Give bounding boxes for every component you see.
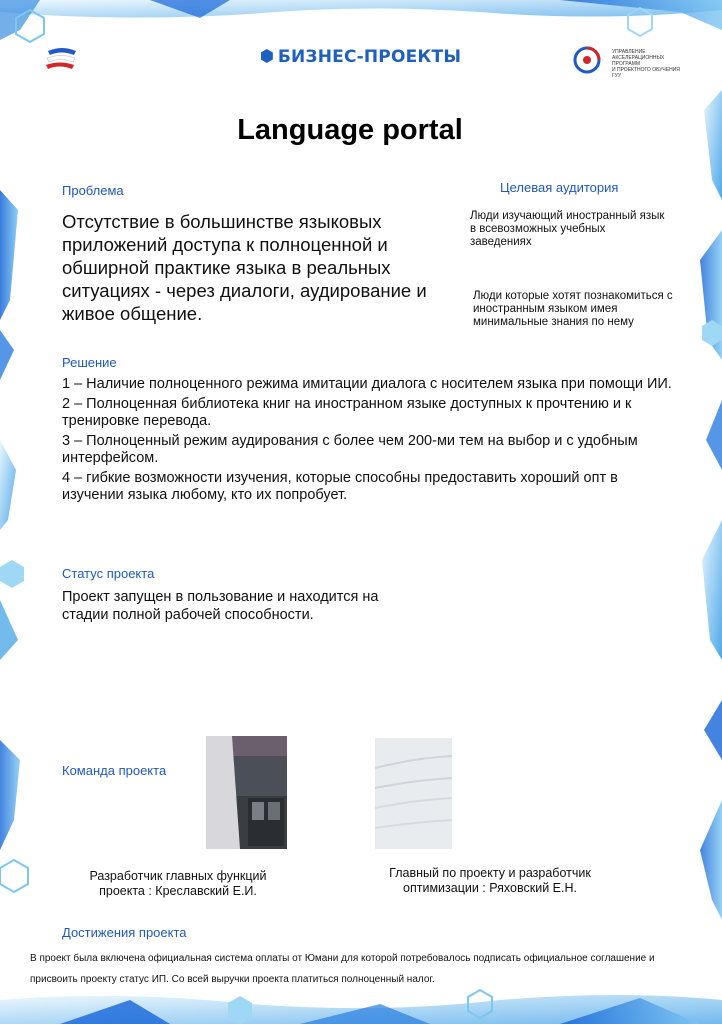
org-line: ГУУ (612, 73, 622, 79)
solution-item: 2 – Полноценная библиотека книг на иностранном языке доступных к прочтению и к тренировке перевода. (62, 395, 632, 429)
org-line: УПРАВЛЕНИЕ (612, 49, 646, 55)
org-name (612, 49, 692, 79)
achievements-heading: Достижения проекта (62, 925, 187, 940)
solution-item: 1 – Наличие полноценного режима имитации диалога с носителем языка при помощи ИИ. (62, 376, 672, 392)
brand-name: БИЗНЕС-ПРОЕКТЫ (277, 47, 462, 67)
achievements-text: В проект была включена официальная система оплаты от Юмани для которой потребовалось подписать официальное соглашение и присвоить проекту статус ИП. Со всей выручки проекта платиться полноценный налог. (30, 953, 655, 985)
org-line: И ПРОЕКТНОГО ОБУЧЕНИЯ (612, 67, 680, 73)
team-member-caption: Главный по проекту и разработчик оптимизации : Ряховский Е.Н. (389, 866, 591, 895)
team-member-photo (206, 736, 287, 849)
problem-heading: Проблема (62, 183, 124, 198)
page-title: Language portal (237, 114, 463, 146)
audience-heading: Целевая аудитория (500, 180, 619, 195)
audience-item: Люди которые хотят познакомиться с иностранным языком имея минимальные знания по нему (473, 290, 673, 328)
solution-list (62, 376, 682, 507)
status-heading: Статус проекта (62, 566, 155, 581)
audience-item: Люди изучающий иностранный язык в всевозможных учебных заведениях (470, 210, 665, 248)
solution-item: 4 – гибкие возможности изучения, которые способны предоставить хороший опт в изучении языка любому, кто их попробует. (62, 469, 618, 503)
team-member-caption: Разработчик главных функций проекта : Креславский Е.И. (89, 869, 267, 898)
org-emblem-icon (573, 46, 601, 74)
org-line: АКСЕЛЕРАЦИОННЫХ ПРОГРАММ (612, 55, 665, 67)
solution-heading: Решение (62, 355, 117, 370)
solution-item: 3 – Полноценный режим аудирования с более чем 200-ми тем на выбор и с удобным интерфейсом. (62, 432, 638, 466)
status-text: Проект запущен в пользование и находится на стадии полной рабочей способности. (62, 589, 379, 623)
hexagon-icon (261, 49, 273, 63)
team-heading: Команда проекта (62, 763, 167, 778)
team-member-photo (375, 738, 452, 849)
problem-text: Отсутствие в большинстве языковых приложений доступа к полноценной и обширной практике языка в реальных ситуациях - через диалоги, аудирование и живое общение. (62, 211, 427, 324)
